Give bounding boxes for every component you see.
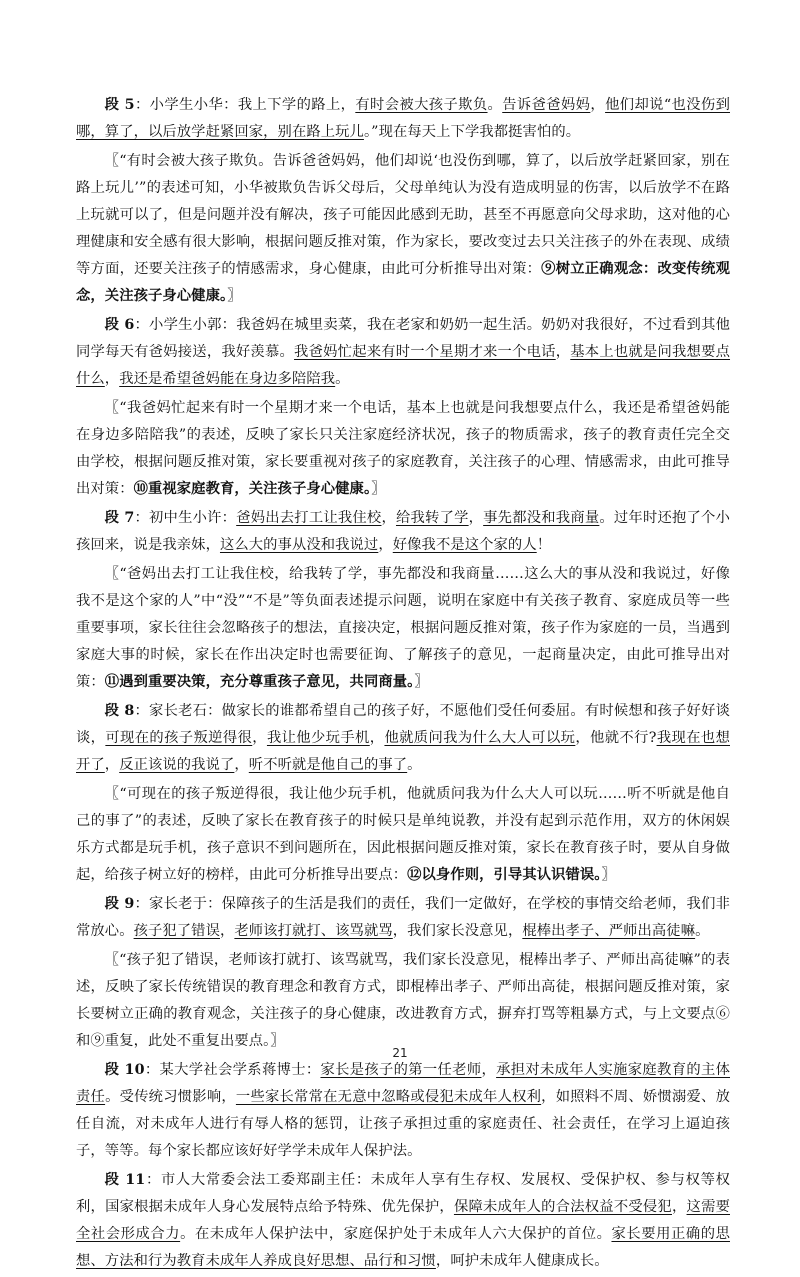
text-run: ，如照料不周、娇惯溺爱、放任自流，对未成年人进行有辱人格的惩罚，让孩子承担过重的家庭责任、社会责任，在学习上逼迫孩子，等等。每个家长都应该好好学学未成年人保护法。 bbox=[76, 1089, 730, 1159]
text-run: ，呵护未成年人健康成长。 bbox=[435, 1253, 609, 1269]
case-paragraph bbox=[76, 698, 730, 779]
underlined-quote: 家长是孩子的第一任老师 bbox=[320, 1062, 482, 1078]
segment-label: 段 9 bbox=[104, 896, 135, 912]
underlined-quote: 一些家长常常在无意中忽略或侵犯未成年人权利 bbox=[235, 1089, 542, 1105]
text-run: 。 bbox=[407, 757, 422, 773]
text-run: 〖“我爸妈忙起来有时一个星期才来一个电话，基本上也就是问我想要点什么，我还是希望爸妈能在身边多陪陪我”的表述，反映了家长只关注家庭经济状况，孩子的物质需求，孩子的教育责任完全交由学校，根据问题反推对策，家长要重视对孩子的家庭教育，关注孩子的心理、情感需求，由此可推导出对策： bbox=[76, 400, 730, 497]
analysis-paragraph bbox=[76, 395, 730, 503]
text-run: 。受传统习惯影响， bbox=[105, 1089, 236, 1105]
key-point: ⑫以身作则，引导其认识错误。 bbox=[407, 867, 602, 883]
text-run: ， bbox=[252, 730, 267, 746]
underlined-quote: 好像我不是这个家的人 bbox=[392, 537, 537, 553]
underlined-quote: 承担对未成年人实施家庭教育的主体责任 bbox=[76, 1062, 730, 1105]
text-run: ， bbox=[104, 757, 120, 773]
text-run: ， bbox=[219, 923, 235, 939]
underlined-quote: 有时会被大孩子欺负 bbox=[355, 97, 488, 113]
case-paragraph bbox=[76, 1167, 730, 1275]
page-number: 21 bbox=[392, 1046, 408, 1060]
text-run: ， bbox=[369, 730, 385, 746]
text-run: 。 bbox=[335, 371, 350, 387]
text-run: ：市人大常委会法工委郑副主任：未成年人享有生存权、发展权、受保护权、参与权等权利，国家根据未成年人身心发展特点给予特殊、优先保护， bbox=[76, 1172, 730, 1215]
key-point: ⑨树立正确观念：改变传统观念，关注孩子身心健康。 bbox=[76, 261, 730, 304]
underlined-quote: 我还是希望爸妈能在身边多陪陪我 bbox=[119, 371, 336, 387]
underlined-quote: 给我转了学 bbox=[395, 510, 469, 526]
text-run: ：家长老于：保障孩子的生活是我们的责任，我们一定做好，在学校的事情交给老师，我们非常放心。 bbox=[76, 896, 730, 939]
segment-label: 段 7 bbox=[104, 510, 135, 526]
underlined-quote: 我让他少玩手机 bbox=[266, 730, 370, 746]
analysis-paragraph bbox=[76, 561, 730, 696]
underlined-quote: 事先都没和我商量 bbox=[483, 510, 600, 526]
text-run: ：初中生小许： bbox=[134, 510, 237, 526]
text-run: ：某大学社会学系蒋博士： bbox=[144, 1062, 321, 1078]
analysis-paragraph bbox=[76, 947, 730, 1055]
underlined-quote: 保障未成年人的合法权益不受侵犯 bbox=[453, 1199, 672, 1215]
text-run: ：小学生小华：我上下学的路上， bbox=[134, 97, 356, 113]
case-paragraph bbox=[76, 92, 730, 146]
text-run: 。 bbox=[695, 923, 710, 939]
text-run: 〖“有时会被大孩子欺负。告诉爸爸妈妈，他们却说‘也没伤到哪，算了，以后放学赶紧回家，别在路上玩儿’”的表述可知，小华被欺负告诉父母后，父母单纯认为没有造成明显的伤害，以后放学不在路上玩就可以了，但是问题并没有解决，孩子可能因此感到无助，甚至不再愿意向父母求助，这对他的心理健康和安全感有很大影响，根据问题反推对策，作为家长，要改变过去只关注孩子的外在表现、成绩等方面，还要关注孩子的情感需求，身心健康，由此可分析推导出对策： bbox=[76, 153, 730, 277]
text-run: ， bbox=[381, 510, 396, 526]
case-paragraph bbox=[76, 891, 730, 945]
segment-label: 段 11 bbox=[104, 1172, 146, 1188]
segment-label: 段 6 bbox=[104, 317, 135, 333]
case-paragraph bbox=[76, 505, 730, 559]
text-run: 〗 bbox=[371, 481, 386, 497]
text-run: 。在未成年人保护法中，家庭保护处于未成年人六大保护的首位。 bbox=[180, 1226, 612, 1242]
underlined-quote: 这么大的事从没和我说过 bbox=[219, 537, 379, 553]
key-point: ⑩重视家庭教育，关注孩子身心健康。 bbox=[133, 481, 372, 497]
underlined-quote: 我爸妈忙起来有时一个星期才来一个电话 bbox=[294, 344, 556, 360]
analysis-paragraph bbox=[76, 148, 730, 310]
segment-label: 段 5 bbox=[104, 97, 135, 113]
text-run: 。”现在每天上下学我都挺害怕的。 bbox=[363, 124, 581, 140]
underlined-quote: 棍棒出孝子、严师出高徒嘛 bbox=[522, 923, 696, 939]
underlined-quote: 家长要用正确的思想、方法和行为教育未成年人养成良好思想、品行和习惯 bbox=[76, 1226, 730, 1269]
underlined-quote: 可现在的孩子叛逆得很 bbox=[105, 730, 253, 746]
text-run: ，他就不行? bbox=[575, 730, 657, 746]
underlined-quote: 爸妈出去打工让我住校 bbox=[236, 510, 382, 526]
text-run: 。 bbox=[487, 97, 503, 113]
underlined-quote: 他们却说“也没伤到哪，算了，以后放学赶紧回家，别在路上玩儿 bbox=[76, 97, 730, 140]
text-run: 。过年时还抱了个小孩回来，说是我亲妹， bbox=[76, 510, 730, 553]
text-run: 〗 bbox=[227, 288, 242, 304]
text-run: ， bbox=[468, 510, 484, 526]
segment-label: 段 10 bbox=[104, 1062, 145, 1078]
document-body bbox=[76, 92, 730, 1277]
text-run: ， bbox=[481, 1062, 497, 1078]
segment-label: 段 8 bbox=[104, 703, 135, 719]
case-paragraph bbox=[76, 312, 730, 393]
analysis-paragraph bbox=[76, 781, 730, 889]
underlined-quote: 反正该说的我说了 bbox=[119, 757, 235, 773]
text-run: ，我们家长没意见， bbox=[392, 923, 523, 939]
underlined-quote: 我现在也想开了 bbox=[76, 730, 730, 773]
text-run: ， bbox=[555, 344, 571, 360]
text-run: ， bbox=[378, 537, 393, 553]
text-run: 〖“爸妈出去打工让我住校，给我转了学，事先都没和我商量……这么大的事从没和我说过，好像我不是这个家的人”中“没”“不是”等负面表述提示问题，说明在家庭中有关孩子教育、家庭成员等一些重要事项，家长往往会忽略孩子的想法，直接决定，根据问题反推对策，孩子作为家庭的一员，当遇到家庭大事的时候，家长在作出决定时也需要征询、了解孩子的意见，一起商量决定，由此可推导出对策： bbox=[76, 566, 730, 690]
underlined-quote: 他就质问我为什么大人可以玩 bbox=[384, 730, 576, 746]
text-run: ：家长老石：做家长的谁都希望自己的孩子好，不愿他们受任何委屈。有时候想和孩子好好谈谈， bbox=[76, 703, 730, 746]
text-run: 〖“可现在的孩子叛逆得很，我让他少玩手机，他就质问我为什么大人可以玩……听不听就是他自己的事了”的表述，反映了家长在教育孩子的时候只是单纯说教，并没有起到示范作用，双方的休闲娱乐方式都是玩手机，孩子意识不到问题所在，因此根据问题反推对策，家长在教育孩子时，要从自身做起，给孩子树立好的榜样，由此可分析推导出要点： bbox=[76, 786, 730, 883]
underlined-quote: 这需要全社会形成合力 bbox=[76, 1199, 730, 1242]
text-run: ， bbox=[590, 97, 606, 113]
text-run: ， bbox=[234, 757, 249, 773]
key-point: ⑪遇到重要决策，充分尊重孩子意见，共同商量。 bbox=[104, 674, 415, 690]
underlined-quote: 老师该打就打、该骂就骂 bbox=[234, 923, 393, 939]
text-run: ：小学生小郭：我爸妈在城里卖菜，我在老家和奶奶一起生活。奶奶对我很好，不过看到其他同学每天有爸妈接送，我好羡慕。 bbox=[76, 317, 730, 360]
underlined-quote: 基本上也就是问我想要点什么 bbox=[76, 344, 731, 387]
text-run: ！ bbox=[536, 537, 552, 553]
underlined-quote: 听不听就是他自己的事了 bbox=[248, 757, 408, 773]
text-run: 〗 bbox=[601, 867, 616, 883]
case-paragraph bbox=[76, 1057, 730, 1165]
text-run: ， bbox=[104, 371, 120, 387]
underlined-quote: 告诉爸爸妈妈 bbox=[502, 97, 591, 113]
text-run: 〖“孩子犯了错误，老师该打就打、该骂就骂，我们家长没意见，棍棒出孝子、严师出高徒嘛”的表述，反映了家长传统错误的教育理念和教育方式，即棍棒出孝子、严师出高徒，根据问题反推对策，家长要树立正确的教育观念，关注孩子的身心健康，改进教育方式，摒弃打骂等粗暴方式，与上文要点⑥和⑨重复，此处不重复出要点。〗 bbox=[76, 952, 730, 1049]
underlined-quote: 孩子犯了错误 bbox=[133, 923, 220, 939]
text-run: ， bbox=[671, 1199, 687, 1215]
text-run: 〗 bbox=[414, 674, 429, 690]
